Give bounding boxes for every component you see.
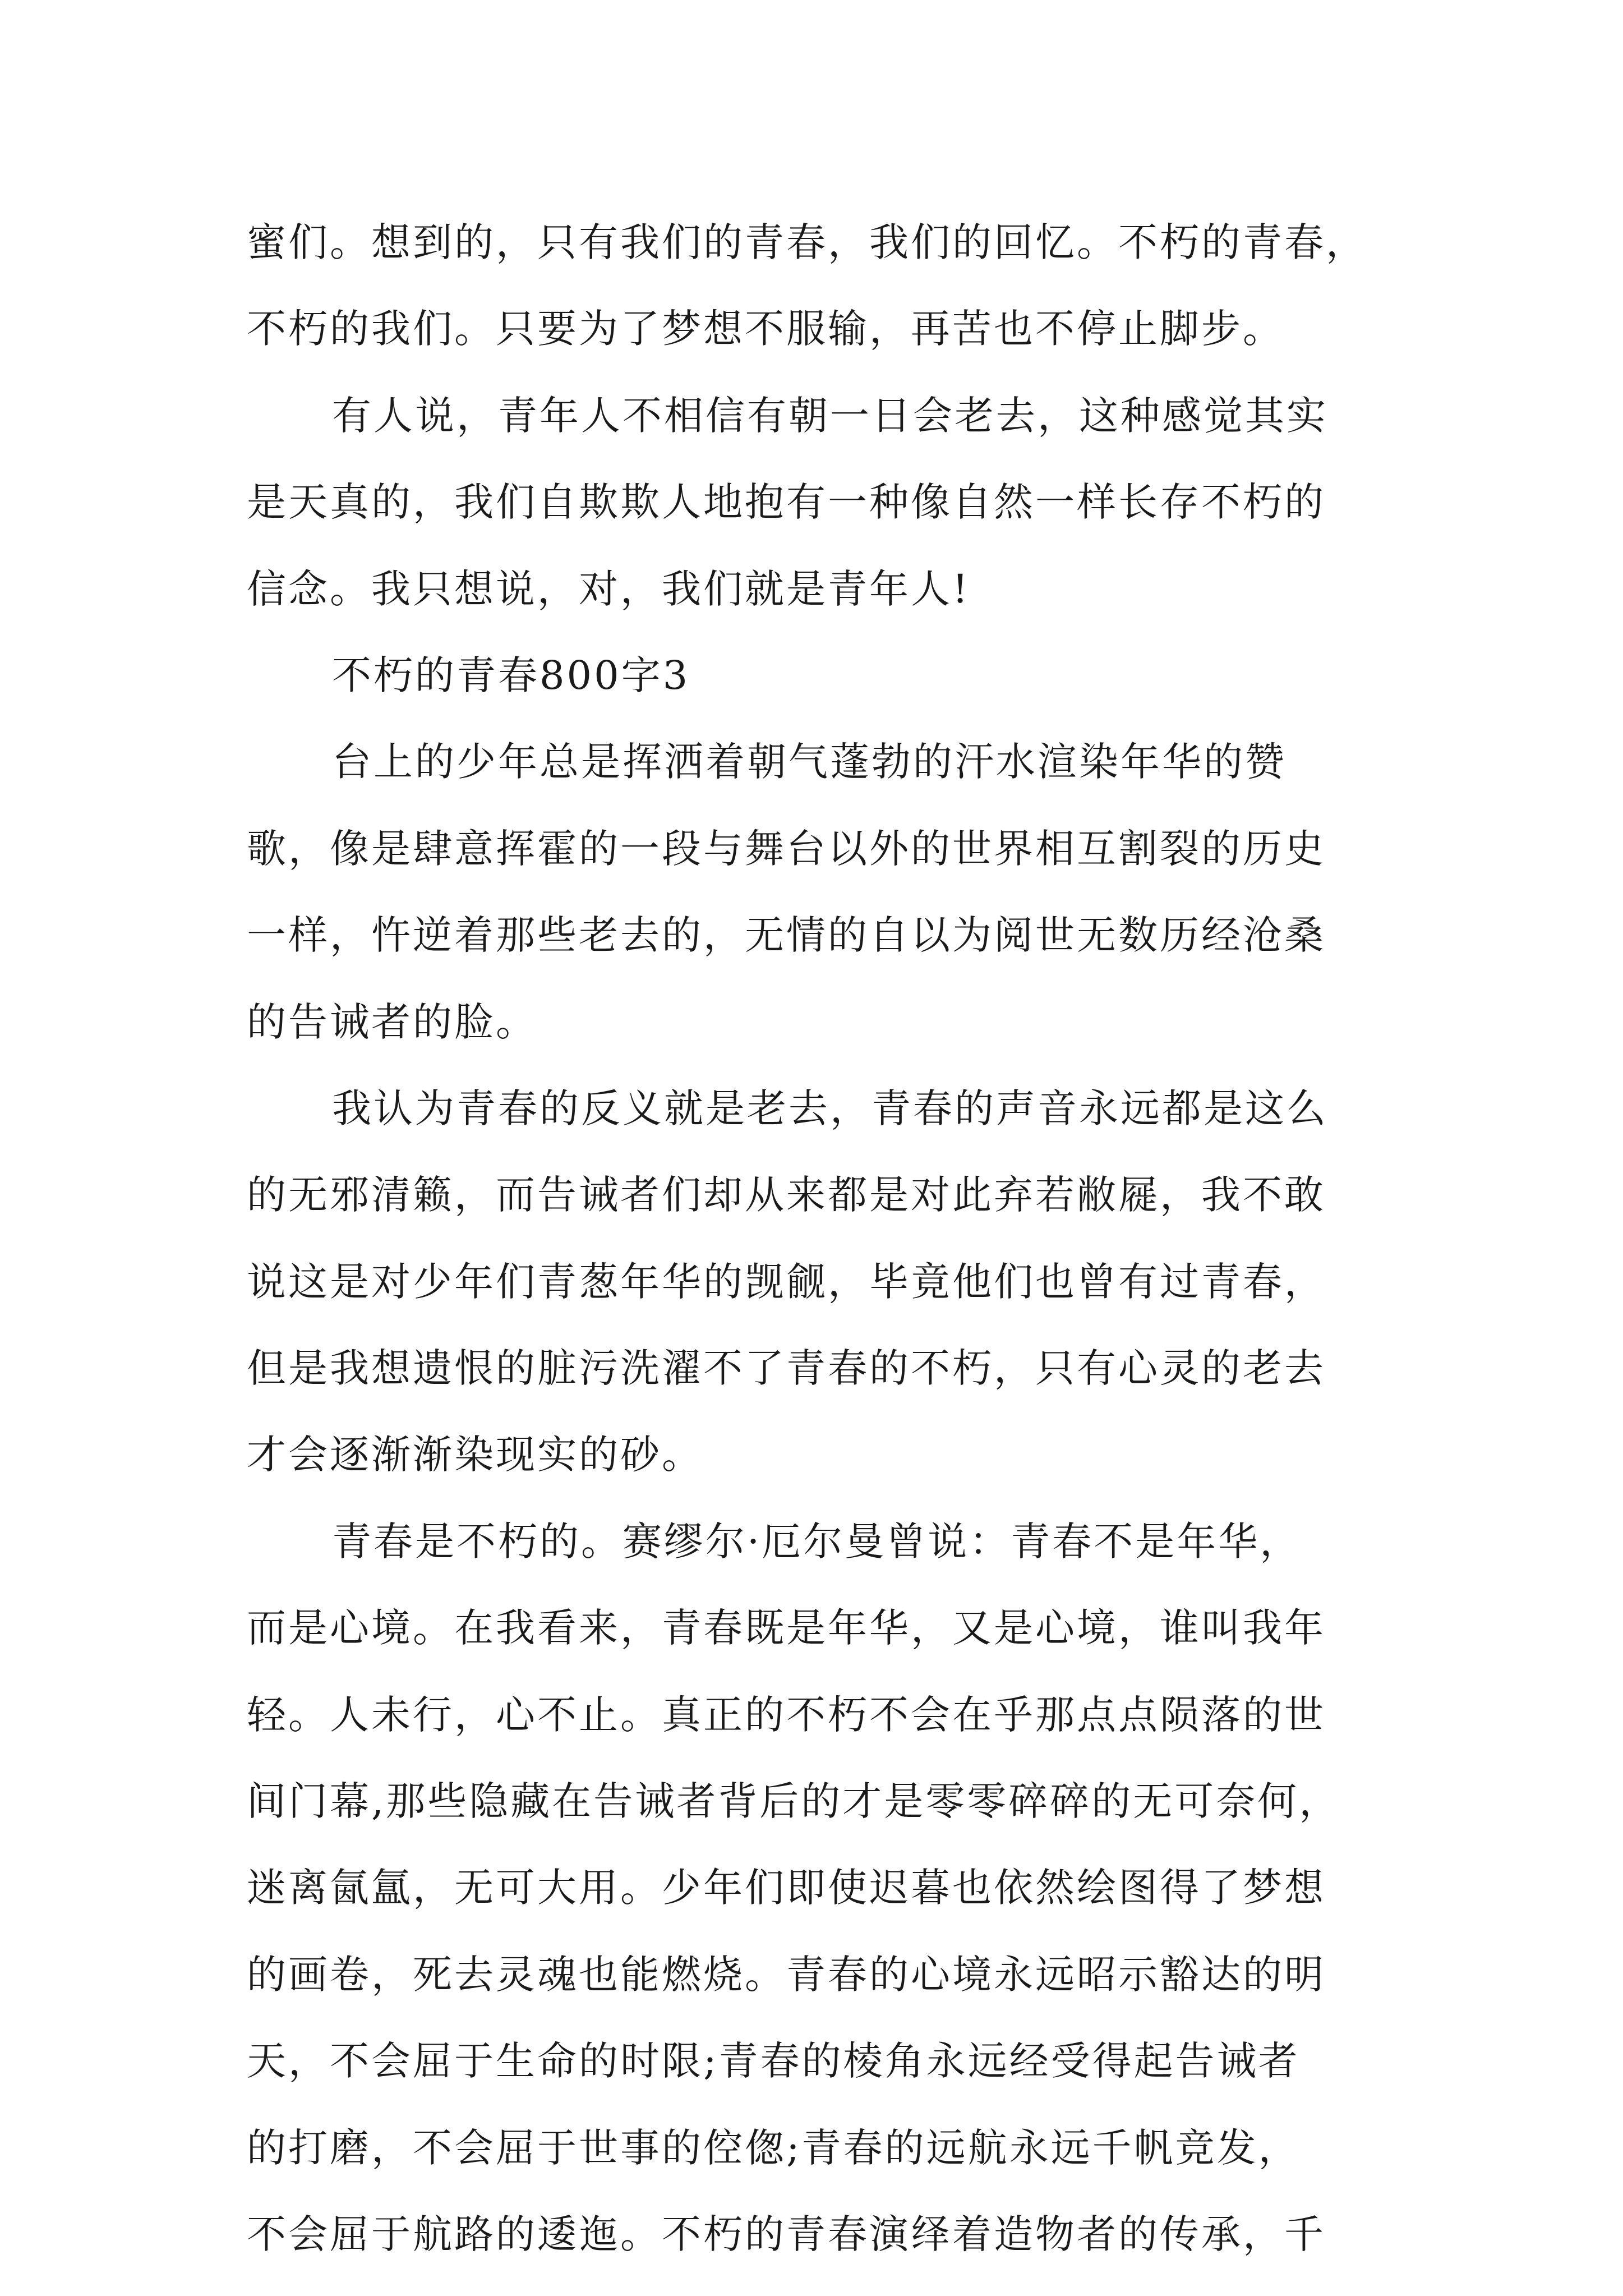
text-line: 信念。我只想说，对，我们就是青年人! <box>247 565 971 612</box>
text-line: 的告诫者的脸。 <box>247 999 537 1045</box>
text-line: 的打磨，不会屈于世事的倥偬;青春的远航永远千帆竞发， <box>247 2124 1300 2171</box>
section-heading: 不朽的青春800字3 <box>332 652 690 698</box>
text-line: 但是我想遗恨的脏污洗濯不了青春的不朽，只有心灵的老去 <box>247 1345 1326 1392</box>
text-line: 轻。人未行，心不止。真正的不朽不会在乎那点点陨落的世 <box>247 1691 1326 1738</box>
text-line: 不会屈于航路的逶迤。不朽的青春演绎着造物者的传承，千 <box>247 2211 1326 2257</box>
text-line: 歌，像是肆意挥霍的一段与舞台以外的世界相互割裂的历史 <box>247 825 1326 872</box>
text-line: 青春是不朽的。赛缪尔·厄尔曼曾说：青春不是年华， <box>332 1518 1302 1565</box>
text-line: 有人说，青年人不相信有朝一日会老去，这种感觉其实 <box>332 392 1328 439</box>
text-line: 才会逐渐渐染现实的砂。 <box>247 1432 703 1478</box>
text-line: 蜜们。想到的，只有我们的青春，我们的回忆。不朽的青春， <box>247 219 1367 265</box>
text-line: 我认为青春的反义就是老去，青春的声音永远都是这么 <box>332 1085 1328 1131</box>
text-line: 台上的少年总是挥洒着朝气蓬勃的汗水渲染年华的赞 <box>332 739 1287 785</box>
text-line: 间门幕,那些隐藏在告诫者背后的才是零零碎碎的无可奈何， <box>247 1778 1341 1825</box>
text-line: 天，不会屈于生命的时限;青春的棱角永远经受得起告诫者 <box>247 2038 1300 2085</box>
text-line: 的无邪清籁，而告诫者们却从来都是对此弃若敝屣，我不敢 <box>247 1172 1326 1218</box>
text-line: 的画卷，死去灵魂也能燃烧。青春的心境永远昭示豁达的明 <box>247 1951 1326 1998</box>
text-line: 迷离氤氲，无可大用。少年们即使迟暮也依然绘图得了梦想 <box>247 1865 1326 1911</box>
document-body <box>247 199 1396 2277</box>
text-line: 是天真的，我们自欺欺人地抱有一种像自然一样长存不朽的 <box>247 479 1326 526</box>
text-line: 不朽的我们。只要为了梦想不服输，再苦也不停止脚步。 <box>247 306 1284 352</box>
text-line: 说这是对少年们青葱年华的觊觎，毕竟他们也曾有过青春， <box>247 1258 1326 1305</box>
text-line: 而是心境。在我看来，青春既是年华，又是心境，谁叫我年 <box>247 1605 1326 1651</box>
text-line: 一样，忤逆着那些老去的，无情的自以为阅世无数历经沧桑 <box>247 912 1326 959</box>
